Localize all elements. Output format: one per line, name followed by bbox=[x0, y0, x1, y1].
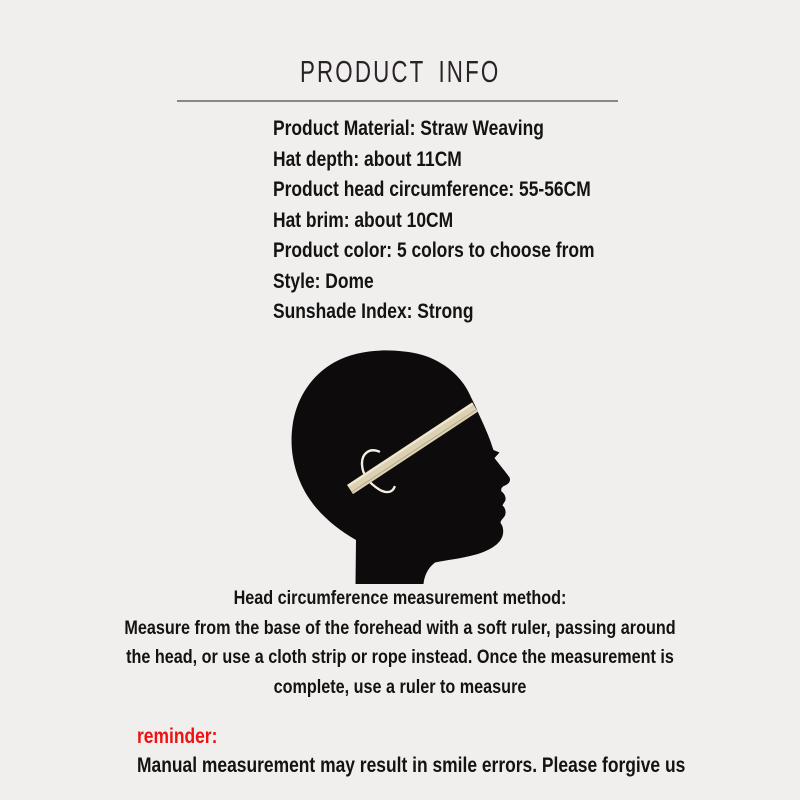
product-detail-line: Product color: 5 colors to choose from bbox=[273, 239, 595, 262]
product-detail-line: Product Material: Straw Weaving bbox=[273, 117, 544, 140]
measurement-method-line: Measure from the base of the forehead with a soft ruler, passing around bbox=[124, 616, 676, 639]
product-details-list bbox=[273, 114, 595, 328]
title-divider bbox=[177, 100, 618, 102]
head-measurement-figure bbox=[278, 344, 526, 595]
head-silhouette-figure bbox=[278, 344, 526, 590]
reminder-block bbox=[137, 726, 685, 777]
head-silhouette bbox=[292, 350, 510, 584]
measurement-method-heading: Head circumference measurement method: bbox=[233, 587, 567, 609]
page-title-text: PRODUCT INFO bbox=[299, 54, 501, 89]
measurement-method-block bbox=[68, 584, 732, 702]
measurement-method-line: the head, or use a cloth strip or rope instead. Once the measurement is bbox=[126, 646, 674, 668]
page-title bbox=[0, 54, 800, 96]
product-detail-line: Hat depth: about 11CM bbox=[273, 147, 462, 171]
reminder-text: Manual measurement may result in smile errors. Please forgive us bbox=[137, 754, 686, 777]
product-detail-line: Sunshade Index: Strong bbox=[273, 300, 474, 323]
reminder-label: reminder: bbox=[137, 725, 218, 748]
product-detail-line: Product head circumference: 55-56CM bbox=[273, 178, 591, 201]
measurement-method-line: complete, use a ruler to measure bbox=[273, 675, 527, 698]
product-detail-line: Style: Dome bbox=[273, 269, 374, 293]
product-detail-line: Hat brim: about 10CM bbox=[273, 208, 454, 232]
